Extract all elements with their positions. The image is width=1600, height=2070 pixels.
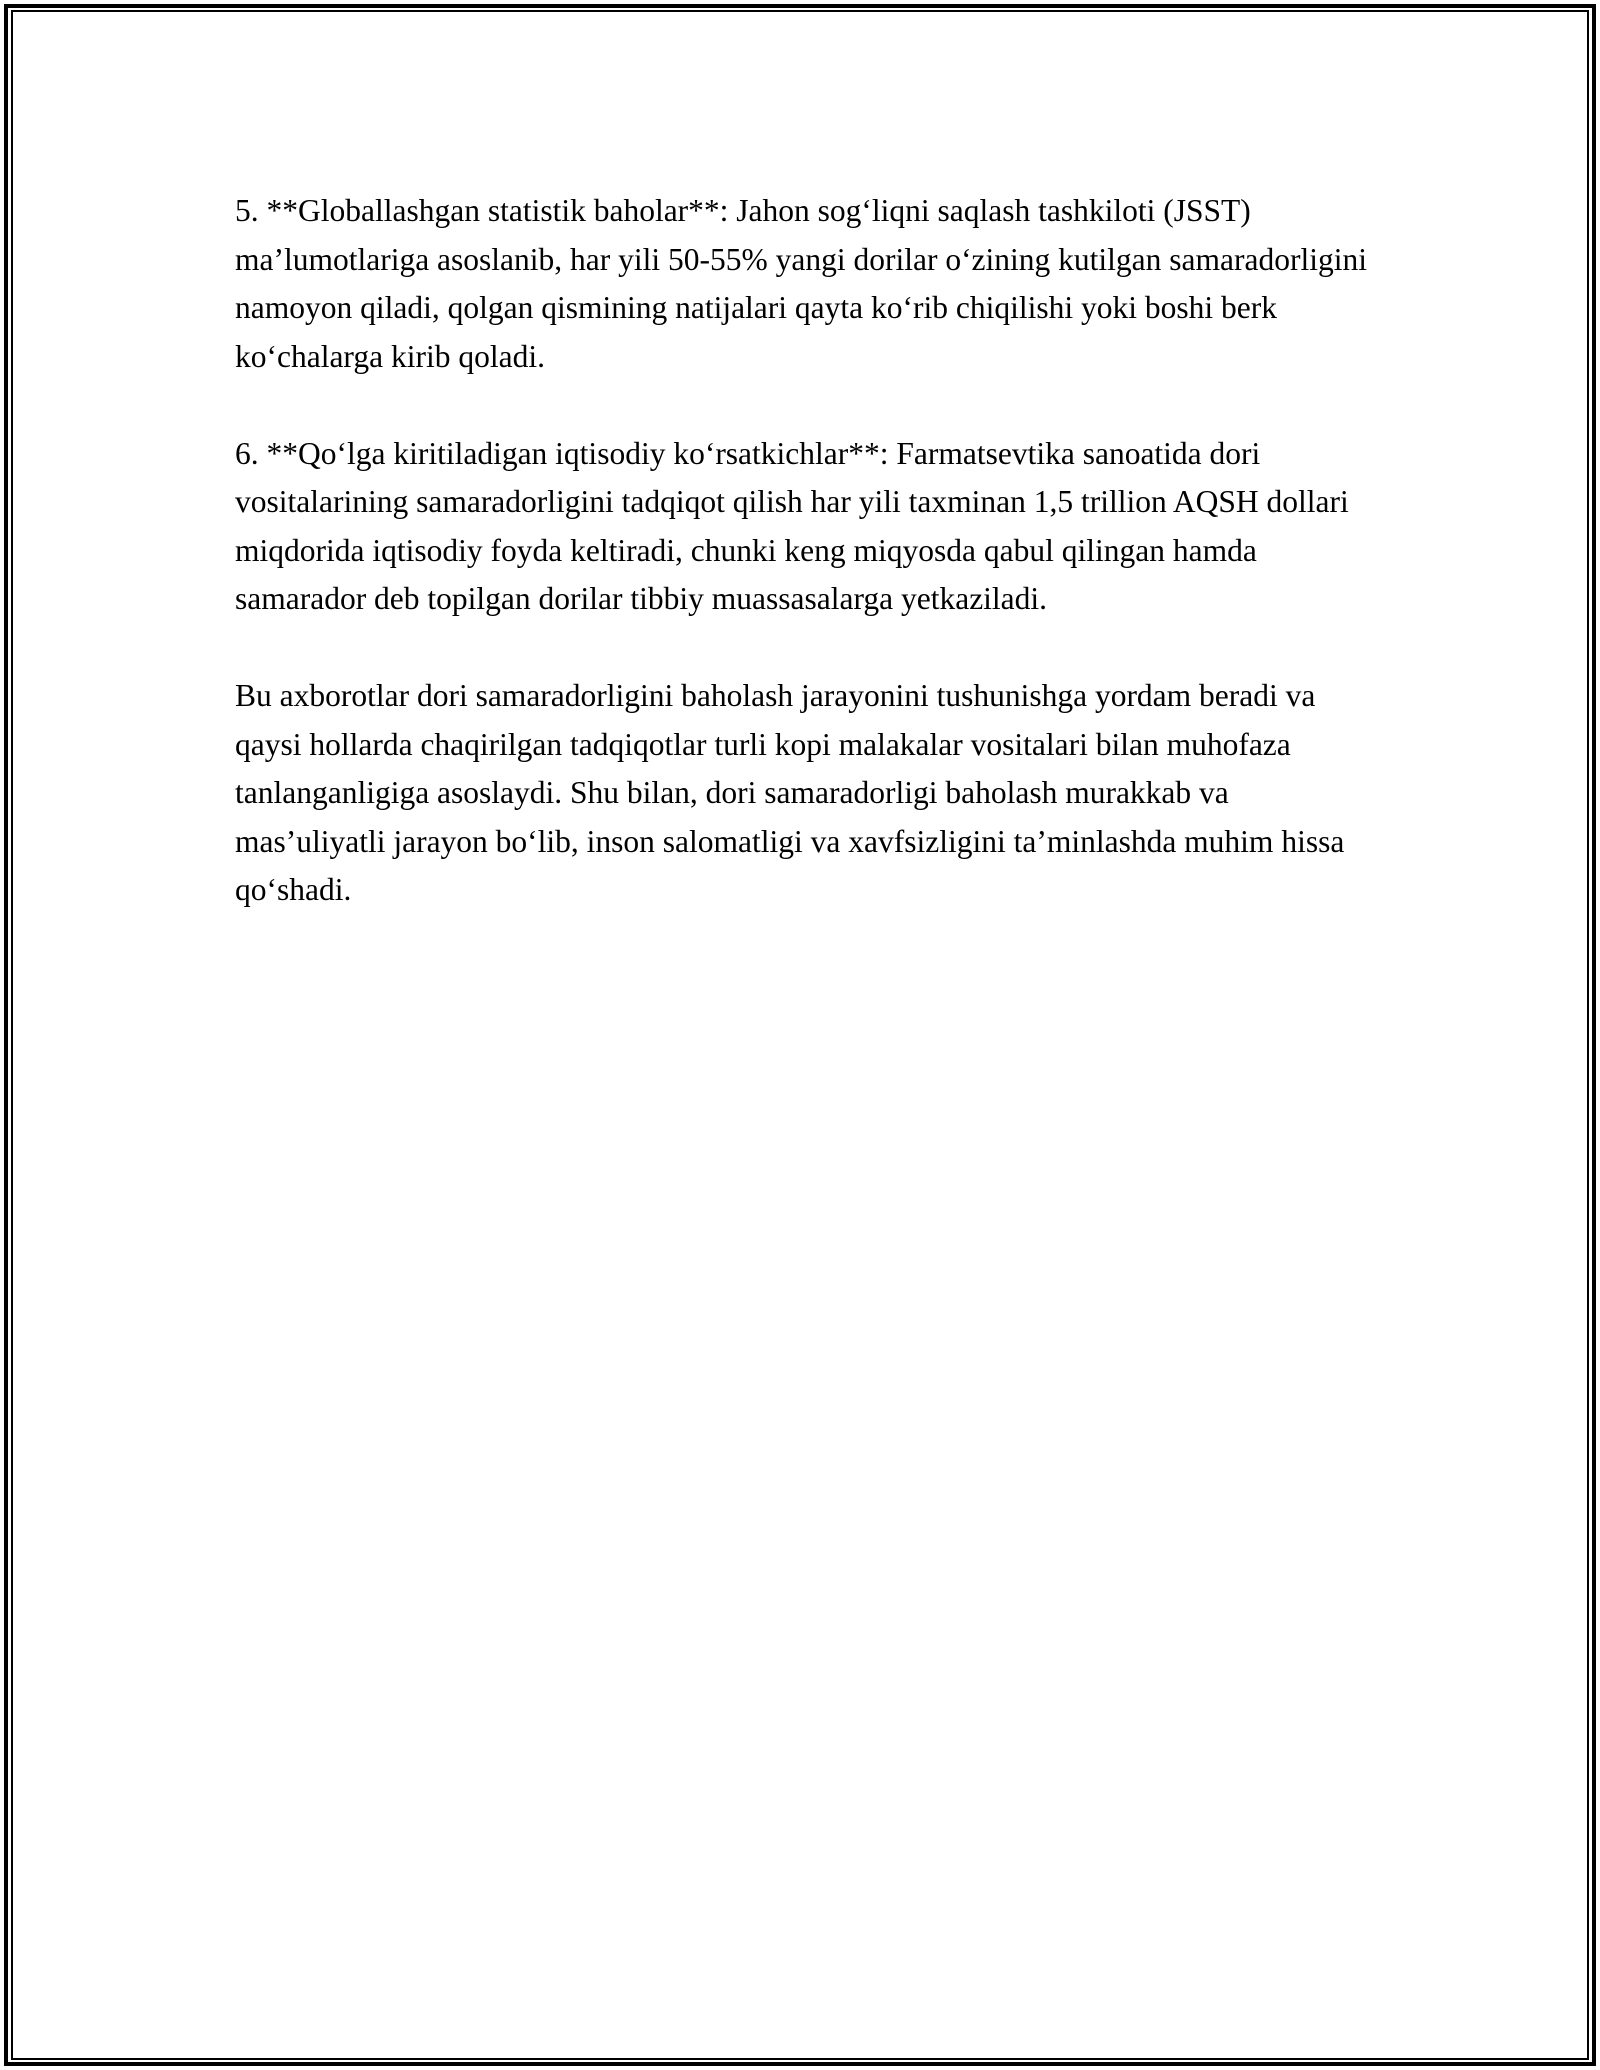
paragraph-conclusion: Bu axborotlar dori samaradorligini baholash jarayonini tushunishga yordam beradi va qaysi hollarda chaqirilgan tadqiqotlar turli kopi malakalar vositalari bilan muhofaza tanlanganligiga asoslaydi. Shu bilan, dori samaradorligi baholash murakkab va mas’uliyatli jarayon bo‘lib, inson salomatligi va xavfsizligini ta’minlashda muhim hissa qo‘shadi. [235,678,1345,907]
paragraph-item-5: 5. **Globallashgan statistik baholar**: Jahon sog‘liqni saqlash tashkiloti (JSST) ma’lumotlariga asoslanib, har yili 50-55% yangi dorilar o‘zining kutilgan samaradorligini namoyon qiladi, qolgan qismining natijalari qayta ko‘rib chiqilishi yoki boshi berk ko‘chalarga kirib qoladi. [235,193,1367,374]
document-body [235,187,1375,963]
paragraph-item-6: 6. **Qo‘lga kiritiladigan iqtisodiy ko‘rsatkichlar**: Farmatsevtika sanoatida dori vositalarining samaradorligini tadqiqot qilish har yili taxminan 1,5 trillion AQSH dollari miqdorida iqtisodiy foyda keltiradi, chunki keng miqyosda qabul qilingan hamda samarador deb topilgan dorilar tibbiy muassasalarga yetkaziladi. [235,435,1349,616]
